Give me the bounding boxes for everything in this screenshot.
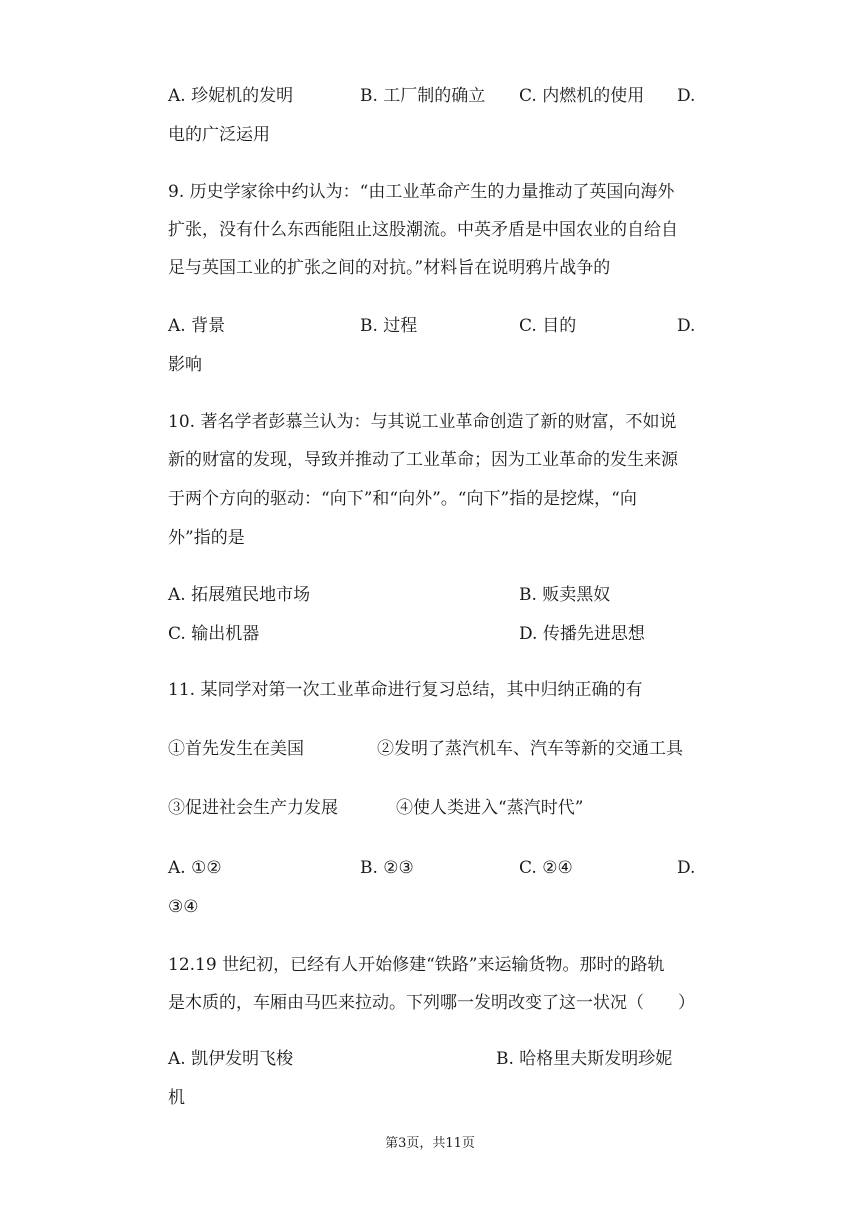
q10-option-d[interactable]: D. 传播先进思想 <box>519 624 645 644</box>
page-number: 第3页，共11页 <box>385 1136 475 1151</box>
q11-stem: 11. 某同学对第一次工业革命进行复习总结，其中归纳正确的有 <box>168 680 643 700</box>
q9-stem-line-3: 足与英国工业的扩张之间的对抗。”材料旨在说明鸦片战争的 <box>168 258 611 278</box>
q10-option-c[interactable]: C. 输出机器 <box>168 624 260 644</box>
q11-option-d[interactable]: D. <box>677 858 696 878</box>
q10-stem-line-1: 10. 著名学者彭慕兰认为：与其说工业革命创造了新的财富，不如说 <box>168 412 677 432</box>
q11-item-1: ①首先发生在美国 <box>168 739 304 759</box>
q9-option-d-text: 影响 <box>168 355 202 375</box>
q10-stem-line-3: 于两个方向的驱动：“向下”和“向外”。“向下”指的是挖煤，“向 <box>168 489 637 509</box>
q10-option-b[interactable]: B. 贩卖黑奴 <box>519 585 611 605</box>
q12-stem-line-2: 是木质的，车厢由马匹来拉动。下列哪一发明改变了这一状况（ ） <box>168 993 695 1013</box>
q11-item-2: ②发明了蒸汽机车、汽车等新的交通工具 <box>377 739 683 759</box>
q12-option-a[interactable]: A. 凯伊发明飞梭 <box>168 1049 294 1069</box>
q11-item-4: ④使人类进入“蒸汽时代” <box>396 798 584 818</box>
q12-option-b-text: 机 <box>168 1088 185 1108</box>
q12-stem-line-1: 12.19 世纪初，已经有人开始修建“铁路”来运输货物。那时的路轨 <box>168 955 665 975</box>
q8-option-d-text: 电的广泛运用 <box>168 125 270 145</box>
q9-option-b[interactable]: B. 过程 <box>360 316 418 336</box>
q9-stem-line-1: 9. 历史学家徐中约认为：“由工业革命产生的力量推动了英国向海外 <box>168 182 675 202</box>
q10-stem-line-4: 外”指的是 <box>168 528 245 548</box>
q10-option-a[interactable]: A. 拓展殖民地市场 <box>168 585 311 605</box>
q9-stem-line-2: 扩张，没有什么东西能阻止这股潮流。中英矛盾是中国农业的自给自 <box>168 220 678 240</box>
q8-option-a[interactable]: A. 珍妮机的发明 <box>168 86 294 106</box>
q9-option-d[interactable]: D. <box>677 316 696 336</box>
q11-option-d-text: ③④ <box>168 897 199 917</box>
q8-option-d[interactable]: D. <box>677 86 696 106</box>
q12-option-b[interactable]: B. 哈格里夫斯发明珍妮 <box>496 1049 673 1069</box>
q11-option-c[interactable]: C. ②④ <box>519 858 573 878</box>
q8-option-b[interactable]: B. 工厂制的确立 <box>360 86 486 106</box>
q9-option-a[interactable]: A. 背景 <box>168 316 226 336</box>
q9-option-c[interactable]: C. 目的 <box>519 316 577 336</box>
q11-item-3: ③促进社会生产力发展 <box>168 798 338 818</box>
q11-option-a[interactable]: A. ①② <box>168 858 222 878</box>
q10-stem-line-2: 新的财富的发现，导致并推动了工业革命；因为工业革命的发生来源 <box>168 450 678 470</box>
q8-option-c[interactable]: C. 内燃机的使用 <box>519 86 645 106</box>
q11-option-b[interactable]: B. ②③ <box>360 858 414 878</box>
